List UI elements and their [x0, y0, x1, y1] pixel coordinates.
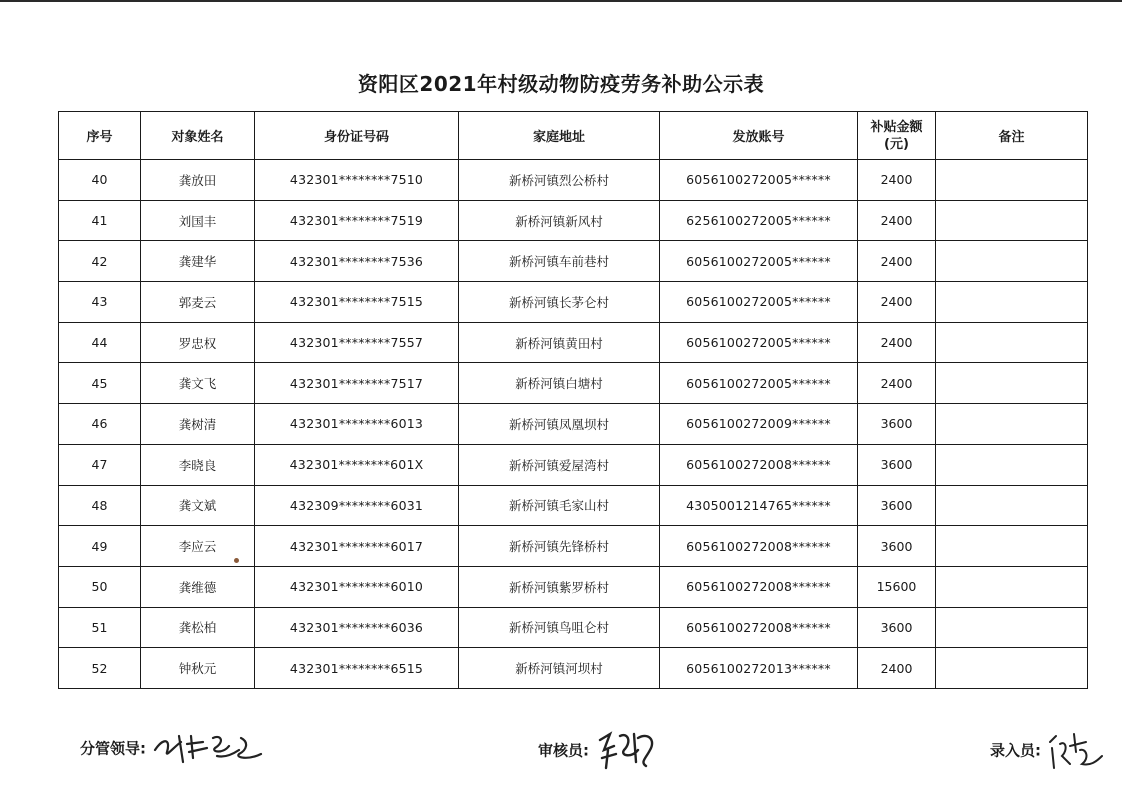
table-header-row	[59, 112, 1088, 160]
cell-name: 钟秋元	[141, 648, 255, 689]
cell-id-number: 432301********7515	[255, 282, 459, 323]
document-title: 资阳区2021年村级动物防疫劳务补助公示表	[357, 72, 765, 96]
table-row	[59, 160, 1088, 201]
cell-seq: 46	[59, 404, 141, 445]
table-row	[59, 200, 1088, 241]
cell-address: 新桥河镇毛家山村	[459, 485, 660, 526]
cell-id-number: 432301********6010	[255, 566, 459, 607]
table-row	[59, 485, 1088, 526]
table-row	[59, 566, 1088, 607]
cell-seq: 40	[59, 160, 141, 201]
cell-name: 龚树清	[141, 404, 255, 445]
cell-address: 新桥河镇长茅仑村	[459, 282, 660, 323]
cell-remark	[936, 566, 1088, 607]
cell-amount: 2400	[858, 160, 936, 201]
cell-address: 新桥河镇烈公桥村	[459, 160, 660, 201]
header-id-number: 身份证号码	[255, 112, 459, 160]
cell-address: 新桥河镇白塘村	[459, 363, 660, 404]
table-row	[59, 282, 1088, 323]
cell-address: 新桥河镇车前巷村	[459, 241, 660, 282]
cell-account: 6056100272009******	[660, 404, 858, 445]
table-row	[59, 444, 1088, 485]
cell-name: 龚文斌	[141, 485, 255, 526]
cell-remark	[936, 241, 1088, 282]
supervisor-signature	[151, 728, 271, 768]
cell-seq: 43	[59, 282, 141, 323]
cell-remark	[936, 648, 1088, 689]
cell-amount: 3600	[858, 526, 936, 567]
cell-remark	[936, 200, 1088, 241]
header-remark: 备注	[936, 112, 1088, 160]
cell-address: 新桥河镇凤凰坝村	[459, 404, 660, 445]
cell-seq: 51	[59, 607, 141, 648]
cell-name: 龚建华	[141, 241, 255, 282]
cell-amount: 2400	[858, 648, 936, 689]
cell-seq: 48	[59, 485, 141, 526]
cell-amount: 2400	[858, 241, 936, 282]
reviewer-signature	[594, 728, 664, 772]
recorder-label: 录入员:	[990, 741, 1041, 760]
cell-account: 6056100272008******	[660, 526, 858, 567]
cell-name: 刘国丰	[141, 200, 255, 241]
table-row	[59, 526, 1088, 567]
cell-seq: 49	[59, 526, 141, 567]
cell-amount: 2400	[858, 200, 936, 241]
table-row	[59, 241, 1088, 282]
scan-speck	[234, 558, 239, 563]
cell-seq: 44	[59, 322, 141, 363]
cell-seq: 52	[59, 648, 141, 689]
cell-seq: 41	[59, 200, 141, 241]
cell-address: 新桥河镇先锋桥村	[459, 526, 660, 567]
table-body	[59, 160, 1088, 689]
cell-name: 龚放田	[141, 160, 255, 201]
cell-remark	[936, 160, 1088, 201]
header-amount	[858, 112, 936, 160]
cell-amount: 3600	[858, 607, 936, 648]
header-account: 发放账号	[660, 112, 858, 160]
cell-remark	[936, 607, 1088, 648]
cell-name: 罗忠权	[141, 322, 255, 363]
header-name: 对象姓名	[141, 112, 255, 160]
cell-address: 新桥河镇河坝村	[459, 648, 660, 689]
cell-remark	[936, 485, 1088, 526]
cell-amount: 2400	[858, 363, 936, 404]
cell-id-number: 432309********6031	[255, 485, 459, 526]
cell-account: 4305001214765******	[660, 485, 858, 526]
cell-account: 6056100272008******	[660, 444, 858, 485]
cell-account: 6056100272005******	[660, 282, 858, 323]
cell-name: 龚文飞	[141, 363, 255, 404]
cell-amount: 3600	[858, 444, 936, 485]
table-row	[59, 607, 1088, 648]
cell-seq: 42	[59, 241, 141, 282]
cell-amount: 15600	[858, 566, 936, 607]
cell-id-number: 432301********7536	[255, 241, 459, 282]
recorder-signature-block	[990, 728, 1106, 772]
cell-amount: 3600	[858, 485, 936, 526]
scan-edge-line	[0, 0, 1122, 2]
header-amount-line2: (元)	[884, 136, 909, 152]
table-row	[59, 322, 1088, 363]
cell-seq: 47	[59, 444, 141, 485]
cell-id-number: 432301********7510	[255, 160, 459, 201]
header-address: 家庭地址	[459, 112, 660, 160]
cell-name: 李晓良	[141, 444, 255, 485]
cell-account: 6056100272005******	[660, 363, 858, 404]
cell-account: 6056100272005******	[660, 322, 858, 363]
cell-id-number: 432301********6515	[255, 648, 459, 689]
cell-amount: 3600	[858, 404, 936, 445]
cell-seq: 45	[59, 363, 141, 404]
reviewer-signature-block	[538, 728, 664, 772]
cell-id-number: 432301********7519	[255, 200, 459, 241]
cell-address: 新桥河镇鸟咀仑村	[459, 607, 660, 648]
header-amount-line1: 补贴金额	[870, 119, 923, 135]
cell-id-number: 432301********6036	[255, 607, 459, 648]
cell-address: 新桥河镇爱屋湾村	[459, 444, 660, 485]
cell-remark	[936, 363, 1088, 404]
cell-name: 龚松柏	[141, 607, 255, 648]
cell-id-number: 432301********7517	[255, 363, 459, 404]
cell-id-number: 432301********6017	[255, 526, 459, 567]
supervisor-signature-block	[80, 728, 271, 768]
table-row	[59, 404, 1088, 445]
cell-seq: 50	[59, 566, 141, 607]
cell-remark	[936, 322, 1088, 363]
cell-amount: 2400	[858, 322, 936, 363]
cell-remark	[936, 404, 1088, 445]
subsidy-table	[58, 111, 1088, 689]
cell-remark	[936, 526, 1088, 567]
cell-account: 6056100272013******	[660, 648, 858, 689]
cell-name: 李应云	[141, 526, 255, 567]
header-seq: 序号	[59, 112, 141, 160]
cell-account: 6056100272008******	[660, 566, 858, 607]
cell-account: 6056100272005******	[660, 241, 858, 282]
cell-address: 新桥河镇黄田村	[459, 322, 660, 363]
cell-remark	[936, 282, 1088, 323]
reviewer-label: 审核员:	[538, 741, 589, 760]
cell-address: 新桥河镇新风村	[459, 200, 660, 241]
cell-account: 6256100272005******	[660, 200, 858, 241]
cell-id-number: 432301********7557	[255, 322, 459, 363]
cell-address: 新桥河镇紫罗桥村	[459, 566, 660, 607]
cell-id-number: 432301********6013	[255, 404, 459, 445]
supervisor-label: 分管领导:	[80, 739, 146, 758]
recorder-signature	[1046, 728, 1106, 772]
cell-account: 6056100272005******	[660, 160, 858, 201]
cell-name: 郭麦云	[141, 282, 255, 323]
table-row	[59, 363, 1088, 404]
cell-amount: 2400	[858, 282, 936, 323]
cell-account: 6056100272008******	[660, 607, 858, 648]
cell-name: 龚维德	[141, 566, 255, 607]
cell-remark	[936, 444, 1088, 485]
table-row	[59, 648, 1088, 689]
cell-id-number: 432301********601X	[255, 444, 459, 485]
